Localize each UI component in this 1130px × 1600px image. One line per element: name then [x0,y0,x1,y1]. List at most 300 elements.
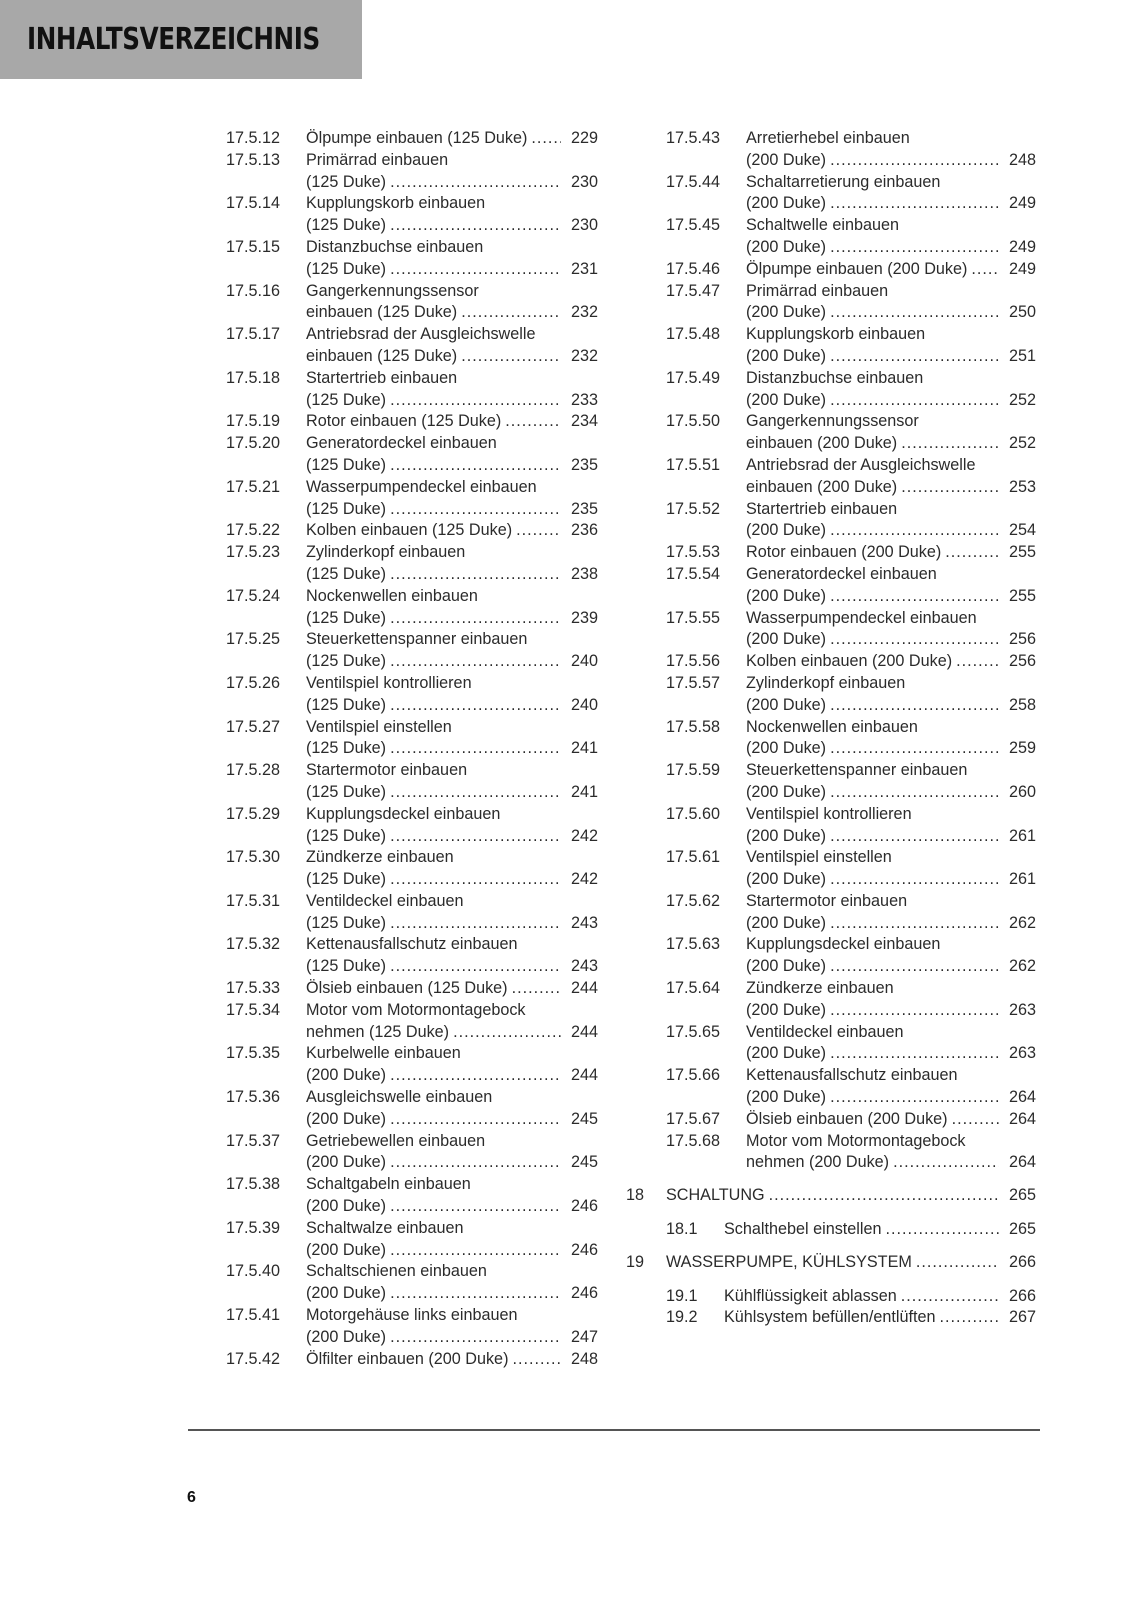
toc-entry[interactable] [226,1305,598,1349]
toc-entry[interactable] [226,1174,598,1218]
entry-title: (200 Duke) [746,826,827,845]
toc-entry[interactable] [226,324,598,368]
toc-entry[interactable] [226,847,598,891]
entry-title: Kupplungsdeckel einbauen [746,935,941,954]
entry-title: Nockenwellen einbauen [306,586,478,605]
entry-title: Ventilspiel einstellen [306,717,452,736]
section-number: 17.5.67 [666,1109,721,1128]
page-reference: 244 [570,1022,598,1041]
toc-entry[interactable] [226,193,598,237]
toc-entry[interactable] [626,847,1036,891]
section-number: 17.5.22 [226,521,281,540]
page-reference: 264 [1008,1109,1036,1128]
toc-entry[interactable] [626,651,1036,673]
entry-title: Nockenwellen einbauen [746,717,918,736]
toc-entry[interactable] [226,1261,598,1305]
toc-entry[interactable] [626,411,1036,455]
entry-title: Schaltwelle einbauen [746,216,899,235]
page-reference: 265 [1008,1220,1036,1239]
dot-leader [830,302,999,324]
page-reference: 255 [1008,543,1036,562]
section-number: 17.5.21 [226,477,281,496]
toc-entry[interactable] [626,717,1036,761]
section-number: 17.5.42 [226,1349,281,1368]
entry-title: Steuerkettenspanner einbauen [306,630,528,649]
section-number: 17.5.31 [226,891,281,910]
entry-title: Ventilspiel kontrollieren [746,804,912,823]
dot-leader [830,193,999,215]
page-reference: 234 [570,412,598,431]
dot-leader [390,1152,561,1174]
page-reference: 244 [570,1066,598,1085]
section-number: 19 [626,1252,645,1271]
entry-title: (200 Duke) [306,1109,387,1128]
section-number: 17.5.51 [666,455,721,474]
entry-title: Ölpumpe einbauen (200 Duke) [746,259,968,278]
entry-title: Zündkerze einbauen [306,848,454,867]
toc-entry[interactable] [226,934,598,978]
entry-title: Ventilspiel einstellen [746,848,892,867]
entry-title: Kühlsystem befüllen/entlüften [724,1308,936,1327]
toc-entry[interactable] [226,1218,598,1262]
toc-entry[interactable] [626,673,1036,717]
toc-entry[interactable] [226,1131,598,1175]
entry-title: (125 Duke) [306,826,387,845]
toc-entry[interactable] [626,978,1036,1022]
page-reference: 249 [1008,237,1036,256]
dot-leader [505,411,561,433]
entry-title: Schaltarretierung einbauen [746,172,941,191]
toc-entry[interactable] [226,411,598,433]
toc-chapter[interactable] [626,1185,1036,1207]
toc-entry[interactable] [626,259,1036,281]
dot-leader [830,913,999,935]
dot-leader [512,978,561,1000]
dot-leader [461,346,561,368]
page-reference: 243 [570,913,598,932]
page-reference: 254 [1008,521,1036,540]
dot-leader [516,520,561,542]
dot-leader [390,826,561,848]
section-number: 17.5.37 [226,1131,281,1150]
section-number: 19.2 [666,1308,698,1327]
entry-title: Kurbelwelle einbauen [306,1044,461,1063]
dot-leader [390,782,561,804]
toc-entry[interactable] [226,891,598,935]
section-number: 17.5.16 [226,281,281,300]
toc-entry[interactable] [626,1307,1036,1329]
section-number: 17.5.66 [666,1066,721,1085]
entry-title: (200 Duke) [746,346,827,365]
entry-title: Kühlflüssigkeit ablassen [724,1286,897,1305]
dot-leader [512,1349,561,1371]
page-reference: 242 [570,870,598,889]
section-number: 17.5.27 [226,717,281,736]
toc-entry[interactable] [226,281,598,325]
toc-entry[interactable] [626,542,1036,564]
toc-entry[interactable] [226,1087,598,1131]
page-reference: 262 [1008,913,1036,932]
dot-leader [830,1087,999,1109]
page-reference: 244 [570,979,598,998]
page-reference: 250 [1008,303,1036,322]
entry-title: (200 Duke) [746,695,827,714]
toc-entry[interactable] [626,455,1036,499]
dot-leader [830,695,999,717]
entry-title: (125 Duke) [306,695,387,714]
entry-title: Kolben einbauen (200 Duke) [746,652,953,671]
toc-entry[interactable] [226,629,598,673]
page-reference: 240 [570,695,598,714]
dot-leader [390,1240,561,1262]
entry-title: (125 Duke) [306,390,387,409]
entry-title: Kettenausfallschutz einbauen [306,935,518,954]
section-number: 17.5.17 [226,325,281,344]
dot-leader [901,477,999,499]
toc-entry[interactable] [226,804,598,848]
dot-leader [461,302,561,324]
section-number: 17.5.60 [666,804,721,823]
dot-leader [952,1109,999,1131]
section-number: 17.5.48 [666,325,721,344]
toc-entry[interactable] [226,237,598,281]
section-number: 17.5.26 [226,673,281,692]
entry-title: (200 Duke) [746,1000,827,1019]
section-number: 17.5.13 [226,150,281,169]
entry-title: (200 Duke) [746,630,827,649]
toc-entry[interactable] [626,499,1036,543]
toc-entry[interactable] [226,760,598,804]
entry-title: Distanzbuchse einbauen [306,237,484,256]
dot-leader [390,651,561,673]
toc-entry[interactable] [626,324,1036,368]
dot-leader [901,1286,999,1308]
toc-entry[interactable] [226,1349,598,1371]
entry-title: einbauen (125 Duke) [306,346,458,365]
dot-leader [390,695,561,717]
toc-entry[interactable] [626,128,1036,172]
dot-leader [390,608,561,630]
dot-leader [390,390,561,412]
section-number: 17.5.29 [226,804,281,823]
page-reference: 230 [570,172,598,191]
section-number: 17.5.19 [226,412,281,431]
toc-entry[interactable] [626,281,1036,325]
footer-divider [188,1429,1040,1431]
page-reference: 251 [1008,346,1036,365]
toc-entry[interactable] [226,717,598,761]
dot-leader [945,542,999,564]
section-number: 17.5.30 [226,848,281,867]
entry-title: Ventildeckel einbauen [306,891,464,910]
section-number: 17.5.32 [226,935,281,954]
entry-title: Kupplungskorb einbauen [746,325,926,344]
entry-title: (200 Duke) [746,1044,827,1063]
section-number: 17.5.41 [226,1306,281,1325]
toc-entry[interactable] [626,172,1036,216]
entry-title: (125 Duke) [306,499,387,518]
page-title: INHALTSVERZEICHNIS [27,22,320,57]
section-number: 17.5.36 [226,1088,281,1107]
dot-leader [769,1185,999,1207]
entry-title: Motorgehäuse links einbauen [306,1306,518,1325]
entry-title: SCHALTUNG [666,1186,765,1205]
page-reference: 252 [1008,390,1036,409]
entry-title: (125 Duke) [306,608,387,627]
section-number: 17.5.61 [666,848,721,867]
section-number: 17.5.28 [226,761,281,780]
toc-entry[interactable] [626,891,1036,935]
section-number: 17.5.47 [666,281,721,300]
dot-leader [390,172,561,194]
entry-title: Startertrieb einbauen [306,368,458,387]
entry-title: (125 Duke) [306,564,387,583]
page-reference: 266 [1008,1252,1036,1271]
entry-title: Schalthebel einstellen [724,1220,882,1239]
entry-title: Zündkerze einbauen [746,979,894,998]
section-number: 17.5.20 [226,434,281,453]
toc-entry[interactable] [226,150,598,194]
dot-leader [971,259,999,281]
entry-title: Wasserpumpendeckel einbauen [746,608,977,627]
toc-entry[interactable] [626,564,1036,608]
section-number: 17.5.35 [226,1044,281,1063]
toc-entry[interactable] [626,804,1036,848]
page-reference: 248 [570,1349,598,1368]
section-number: 17.5.45 [666,216,721,235]
dot-leader [830,738,999,760]
page-reference: 246 [570,1197,598,1216]
page-reference: 242 [570,826,598,845]
page-reference: 256 [1008,652,1036,671]
page-reference: 255 [1008,586,1036,605]
section-number: 17.5.63 [666,935,721,954]
dot-leader [390,913,561,935]
toc-entry[interactable] [226,477,598,521]
entry-title: (200 Duke) [306,1284,387,1303]
page-reference: 239 [570,608,598,627]
toc-entry[interactable] [226,978,598,1000]
toc-entry[interactable] [226,1000,598,1044]
section-number: 17.5.49 [666,368,721,387]
entry-title: Generatordeckel einbauen [746,564,937,583]
page-reference: 264 [1008,1088,1036,1107]
page-reference: 245 [570,1153,598,1172]
page-reference: 247 [570,1327,598,1346]
page-reference: 261 [1008,870,1036,889]
entry-title: einbauen (125 Duke) [306,303,458,322]
entry-title: Startermotor einbauen [306,761,468,780]
toc-entry[interactable] [626,934,1036,978]
section-number: 17.5.68 [666,1131,721,1150]
page-reference: 264 [1008,1153,1036,1172]
entry-title: Rotor einbauen (125 Duke) [306,412,502,431]
section-number: 17.5.62 [666,891,721,910]
entry-title: (200 Duke) [746,913,827,932]
dot-leader [916,1252,999,1274]
dot-leader [939,1307,999,1329]
dot-leader [830,1000,999,1022]
section-number: 17.5.53 [666,543,721,562]
page-reference: 241 [570,739,598,758]
toc-chapter[interactable] [626,1252,1036,1274]
dot-leader [390,1283,561,1305]
entry-title: Startertrieb einbauen [746,499,898,518]
page-reference: 260 [1008,782,1036,801]
entry-title: WASSERPUMPE, KÜHLSYSTEM [666,1252,912,1271]
section-number: 17.5.55 [666,608,721,627]
entry-title: Distanzbuchse einbauen [746,368,924,387]
dot-leader [390,869,561,891]
toc-entry[interactable] [226,542,598,586]
toc-entry[interactable] [626,368,1036,412]
toc-entry[interactable] [226,368,598,412]
page-reference: 233 [570,390,598,409]
page-reference: 238 [570,564,598,583]
page-reference: 232 [570,346,598,365]
toc-entry[interactable] [626,1109,1036,1131]
entry-title: (200 Duke) [746,194,827,213]
entry-title: (200 Duke) [746,870,827,889]
dot-leader [390,564,561,586]
section-number: 17.5.50 [666,412,721,431]
toc-entry[interactable] [626,1065,1036,1109]
section-number: 17.5.65 [666,1022,721,1041]
toc-right-column [626,128,1036,1329]
section-number: 17.5.64 [666,979,721,998]
entry-title: nehmen (125 Duke) [306,1022,450,1041]
toc-entry[interactable] [226,1043,598,1087]
entry-title: Schaltgabeln einbauen [306,1175,471,1194]
entry-title: Primärrad einbauen [746,281,889,300]
page-reference: 243 [570,957,598,976]
page-reference: 230 [570,216,598,235]
entry-title: (125 Duke) [306,455,387,474]
entry-title: (200 Duke) [306,1327,387,1346]
toc-entry[interactable] [626,215,1036,259]
toc-entry[interactable] [626,608,1036,652]
page-number: 6 [187,1489,196,1506]
entry-title: Antriebsrad der Ausgleichswelle [746,455,976,474]
section-number: 17.5.38 [226,1175,281,1194]
section-number: 17.5.52 [666,499,721,518]
section-number: 17.5.34 [226,1000,281,1019]
section-number: 17.5.25 [226,630,281,649]
entry-title: (200 Duke) [746,957,827,976]
section-number: 17.5.56 [666,652,721,671]
dot-leader [453,1022,561,1044]
entry-title: (200 Duke) [746,586,827,605]
entry-title: Schaltwalze einbauen [306,1218,464,1237]
entry-title: Ölpumpe einbauen (125 Duke) [306,129,528,147]
entry-title: (125 Duke) [306,957,387,976]
toc-entry[interactable] [226,586,598,630]
dot-leader [390,1196,561,1218]
toc-entry[interactable] [226,673,598,717]
dot-leader [830,586,999,608]
entry-title: Kupplungskorb einbauen [306,194,486,213]
section-number: 17.5.15 [226,237,281,256]
toc-entry[interactable] [226,433,598,477]
toc-entry[interactable] [226,128,598,150]
section-number: 18.1 [666,1220,698,1239]
entry-title: Gangerkennungssensor [746,412,919,431]
page-reference: 256 [1008,630,1036,649]
page-reference: 266 [1008,1286,1036,1305]
entry-title: (125 Duke) [306,172,387,191]
section-number: 17.5.54 [666,564,721,583]
section-number: 17.5.23 [226,543,281,562]
dot-leader [830,826,999,848]
toc-entry[interactable] [226,520,598,542]
entry-title: (200 Duke) [746,1088,827,1107]
dot-leader [830,1043,999,1065]
page-reference: 249 [1008,259,1036,278]
entry-title: Arretierhebel einbauen [746,129,910,147]
page-reference: 240 [570,652,598,671]
entry-title: (200 Duke) [746,521,827,540]
section-number: 17.5.18 [226,368,281,387]
dot-leader [956,651,999,673]
page-reference: 241 [570,782,598,801]
page-reference: 229 [570,129,598,147]
dot-leader [886,1219,1000,1241]
dot-leader [830,150,999,172]
dot-leader [830,869,999,891]
entry-title: (200 Duke) [746,782,827,801]
toc-entry[interactable] [626,760,1036,804]
section-number: 17.5.57 [666,673,721,692]
dot-leader [390,259,561,281]
entry-title: Ventildeckel einbauen [746,1022,904,1041]
dot-leader [390,1327,561,1349]
section-number: 17.5.40 [226,1262,281,1281]
page-reference: 259 [1008,739,1036,758]
section-number: 17.5.14 [226,194,281,213]
page-reference: 263 [1008,1000,1036,1019]
dot-leader [830,390,999,412]
page-reference: 252 [1008,434,1036,453]
header-banner [0,0,362,79]
page-reference: 231 [570,259,598,278]
entry-title: Ausgleichswelle einbauen [306,1088,493,1107]
entry-title: Antriebsrad der Ausgleichswelle [306,325,536,344]
entry-title: (125 Duke) [306,652,387,671]
entry-title: (125 Duke) [306,782,387,801]
toc-entry[interactable] [626,1022,1036,1066]
section-number: 17.5.39 [226,1218,281,1237]
entry-title: (200 Duke) [306,1197,387,1216]
entry-title: (200 Duke) [746,739,827,758]
entry-title: einbauen (200 Duke) [746,477,898,496]
section-number: 17.5.12 [226,129,281,147]
section-number: 17.5.43 [666,129,721,147]
entry-title: Ölsieb einbauen (200 Duke) [746,1109,948,1128]
entry-title: (125 Duke) [306,870,387,889]
section-number: 17.5.33 [226,979,281,998]
entry-title: Wasserpumpendeckel einbauen [306,477,537,496]
entry-title: einbauen (200 Duke) [746,434,898,453]
page-reference: 249 [1008,194,1036,213]
toc-entry[interactable] [626,1131,1036,1175]
toc-entry[interactable] [626,1286,1036,1308]
page-reference: 248 [1008,150,1036,169]
entry-title: Generatordeckel einbauen [306,434,497,453]
toc-entry[interactable] [626,1219,1036,1241]
entry-title: Rotor einbauen (200 Duke) [746,543,942,562]
entry-title: Kolben einbauen (125 Duke) [306,521,513,540]
dot-leader [390,455,561,477]
